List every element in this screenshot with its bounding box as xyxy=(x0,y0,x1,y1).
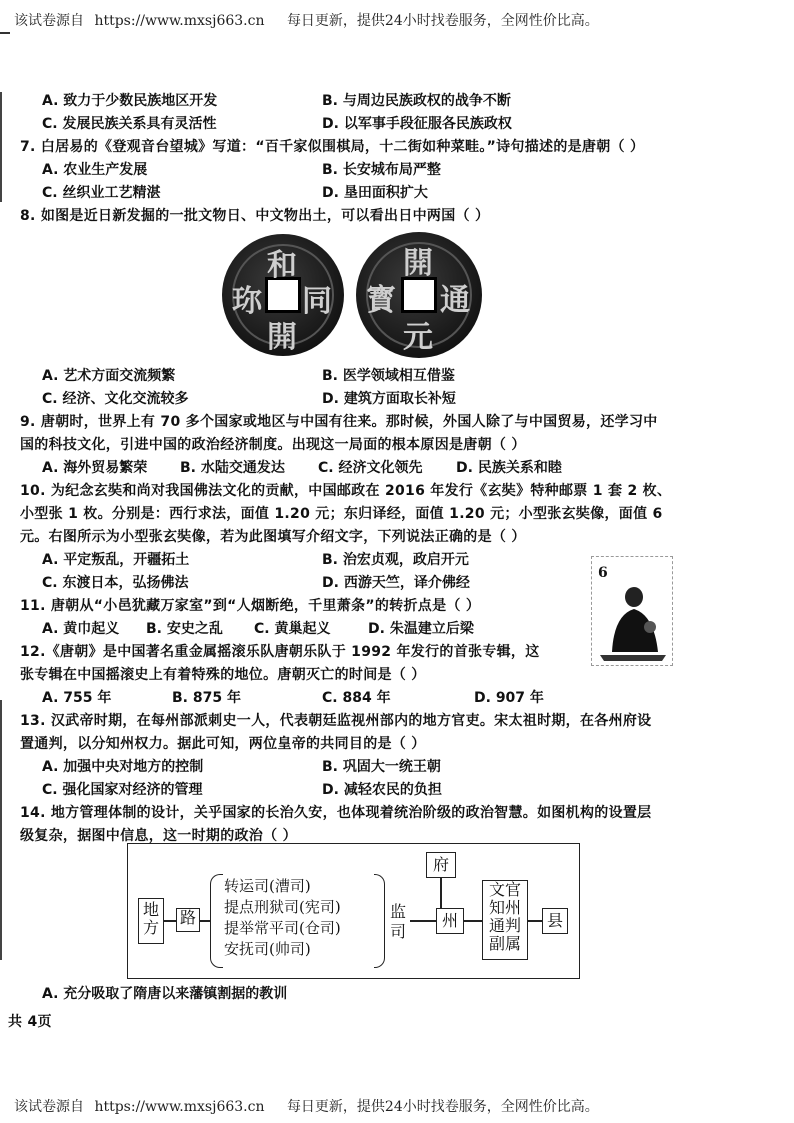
diagram-left-brace xyxy=(210,874,223,968)
q11-option-d[interactable]: D. 朱温建立后梁 xyxy=(368,621,474,637)
q8-option-b[interactable]: B. 医学领域相互借鉴 xyxy=(322,368,455,384)
coin-right-char-top: 開 xyxy=(403,246,433,281)
diagram-fu-label: 府 xyxy=(432,855,449,874)
header-margin-mark xyxy=(0,32,10,34)
q9-option-b[interactable]: B. 水陆交通发达 xyxy=(180,460,285,476)
q6-option-a[interactable]: A. 致力于少数民族地区开发 xyxy=(42,93,218,109)
coin-right-char-left: 寳 xyxy=(366,283,396,318)
q14-stem-line1: 14. 地方管理体制的设计，关乎国家的长治久安，也体现着统治阶级的政治智慧。如图机构的设置层 xyxy=(20,805,652,821)
footer-url-link[interactable]: https://www.mxsj663.cn xyxy=(94,1099,265,1115)
coin-left-char-top: 和 xyxy=(267,248,297,283)
diagram-offices-list xyxy=(224,876,380,964)
q10-stem-line1: 10. 为纪念玄奘和尚对我国佛法文化的贡献，中国邮政在 2016 年发行《玄奘》特种邮票 1 套 2 枚、 xyxy=(20,483,672,499)
coin-left-char-bottom: 開 xyxy=(267,320,297,355)
diagram-zhou-label: 州 xyxy=(441,911,458,930)
diagram-difang-label: 地方 xyxy=(143,900,160,937)
diagram-official-wenguan: 文官 xyxy=(488,880,521,899)
q6-option-b[interactable]: B. 与周边民族政权的战争不断 xyxy=(322,93,511,109)
diagram-fu-box xyxy=(426,852,456,878)
q13-stem-line2: 置通判，以分知州权力。据此可知，两位皇帝的共同目的是（ ） xyxy=(20,736,426,752)
diagram-difang-box xyxy=(138,898,164,944)
footer-right-text: 每日更新，提供24小时找卷服务，全网性价比高。 xyxy=(286,1099,599,1115)
header-left-text: 该试卷源自 xyxy=(14,13,84,29)
q7-option-d[interactable]: D. 垦田面积扩大 xyxy=(322,185,428,201)
song-admin-diagram xyxy=(127,843,580,979)
footer-source-label xyxy=(14,1096,599,1116)
q8-stem: 8. 如图是近日新发掘的一批文物日、中文物出土，可以看出日中两国（ ） xyxy=(20,208,490,224)
diagram-xian-box xyxy=(542,908,568,934)
q10-option-d[interactable]: D. 西游天竺，译介佛经 xyxy=(322,575,470,591)
q9-option-c[interactable]: C. 经济文化领先 xyxy=(318,460,423,476)
q13-option-b[interactable]: B. 巩固大一统王朝 xyxy=(322,759,441,775)
q10-option-a[interactable]: A. 平定叛乱，开疆拓土 xyxy=(42,552,190,568)
binding-mark xyxy=(0,700,2,960)
stamp-value-label: 6 xyxy=(598,565,608,581)
q7-option-b[interactable]: B. 长安城布局严整 xyxy=(322,162,441,178)
q13-option-c[interactable]: C. 强化国家对经济的管理 xyxy=(42,782,203,798)
coin-kaiyuan-tongbao-image xyxy=(356,232,482,358)
monk-figure-icon xyxy=(592,557,672,665)
binding-mark xyxy=(0,92,2,202)
diagram-officials-box xyxy=(482,880,528,960)
q12-option-b[interactable]: B. 875 年 xyxy=(172,690,241,706)
q8-option-d[interactable]: D. 建筑方面取长补短 xyxy=(322,391,456,407)
coin-right-char-right: 通 xyxy=(440,283,470,318)
q7-stem: 7. 白居易的《登观音台望城》写道：“百千家似围棋局，十二街如种菜畦。”诗句描述的是唐朝（ ） xyxy=(20,139,645,155)
q9-option-d[interactable]: D. 民族关系和睦 xyxy=(456,460,562,476)
coin-left-char-right: 同 xyxy=(302,284,332,319)
q10-option-c[interactable]: C. 东渡日本，弘扬佛法 xyxy=(42,575,189,591)
q10-stem-line3: 元。右图所示为小型张玄奘像，若为此图填写介绍文字，下列说法正确的是（ ） xyxy=(20,529,526,545)
q11-stem: 11. 唐朝从“小邑犹藏万家室”到“人烟断绝，千里萧条”的转折点是（ ） xyxy=(20,598,481,614)
q12-option-a[interactable]: A. 755 年 xyxy=(42,690,112,706)
q8-option-c[interactable]: C. 经济、文化交流较多 xyxy=(42,391,189,407)
q11-option-b[interactable]: B. 安史之乱 xyxy=(146,621,223,637)
diagram-jiansi-label: 监司 xyxy=(390,902,407,941)
diagram-office-anfu: 安抚司(帅司) xyxy=(224,940,311,958)
q11-option-c[interactable]: C. 黄巢起义 xyxy=(254,621,331,637)
q10-option-b[interactable]: B. 治宏贞观，政启开元 xyxy=(322,552,469,568)
q7-option-c[interactable]: C. 丝织业工艺精湛 xyxy=(42,185,161,201)
footer-left-text: 该试卷源自 xyxy=(14,1099,84,1115)
q12-option-d[interactable]: D. 907 年 xyxy=(474,690,544,706)
coin-wadokaichin-image xyxy=(222,234,344,356)
q12-stem-line2: 张专辑在中国摇滚史上有着特殊的地位。唐朝灭亡的时间是（ ） xyxy=(20,667,426,683)
q12-option-c[interactable]: C. 884 年 xyxy=(322,690,391,706)
coin-left-char-left: 珎 xyxy=(232,284,262,319)
header-right-text: 每日更新，提供24小时找卷服务，全网性价比高。 xyxy=(286,13,599,29)
q7-option-a[interactable]: A. 农业生产发展 xyxy=(42,162,148,178)
diagram-official-zhizhou: 知州 xyxy=(488,898,521,917)
q9-option-a[interactable]: A. 海外贸易繁荣 xyxy=(42,460,148,476)
header-source-label xyxy=(14,10,599,30)
page-total-label: 共 4页 xyxy=(8,1014,52,1030)
q13-option-d[interactable]: D. 减轻农民的负担 xyxy=(322,782,442,798)
q6-option-d[interactable]: D. 以军事手段征服各民族政权 xyxy=(322,116,512,132)
diagram-official-fushu: 副属 xyxy=(488,934,521,953)
q10-stem-line2: 小型张 1 枚。分别是：西行求法，面值 1.20 元；东归译经，面值 1.20 元；小型张玄奘像，面值 6 xyxy=(20,506,663,522)
q13-option-a[interactable]: A. 加强中央对地方的控制 xyxy=(42,759,204,775)
diagram-office-tijuchangping: 提举常平司(仓司) xyxy=(224,919,341,937)
diagram-office-tidianxingyu: 提点刑狱司(宪司) xyxy=(224,898,341,916)
header-url-link[interactable]: https://www.mxsj663.cn xyxy=(94,13,265,29)
q6-option-c[interactable]: C. 发展民族关系具有灵活性 xyxy=(42,116,217,132)
q12-stem-line1: 12.《唐朝》是中国著名重金属摇滚乐队唐朝乐队于 1992 年发行的首张专辑，这 xyxy=(20,644,540,660)
diagram-official-tongpan: 通判 xyxy=(488,916,521,935)
diagram-right-brace xyxy=(374,874,385,968)
diagram-lu-box xyxy=(176,908,200,932)
q11-option-a[interactable]: A. 黄巾起义 xyxy=(42,621,120,637)
q13-stem-line1: 13. 汉武帝时期，在每州部派刺史一人，代表朝廷监视州部内的地方官吏。宋太祖时期，在各州府设 xyxy=(20,713,652,729)
q9-stem-line1: 9. 唐朝时，世界上有 70 多个国家或地区与中国有往来。那时候，外国人除了与中国贸易，还学习中 xyxy=(20,414,658,430)
coin-right-char-bottom: 元 xyxy=(403,320,433,355)
diagram-zhou-box xyxy=(436,908,464,934)
q8-option-a[interactable]: A. 艺术方面交流频繁 xyxy=(42,368,176,384)
q14-stem-line2: 级复杂，据图中信息，这一时期的政治（ ） xyxy=(20,828,297,844)
q9-stem-line2: 国的科技文化，引进中国的政治经济制度。出现这一局面的根本原因是唐朝（ ） xyxy=(20,437,526,453)
diagram-lu-label: 路 xyxy=(179,908,196,927)
xuanzang-stamp-image xyxy=(591,556,673,666)
diagram-xian-label: 县 xyxy=(546,911,563,930)
diagram-office-zhuanyun: 转运司(漕司) xyxy=(224,877,311,895)
q14-option-a[interactable]: A. 充分吸取了隋唐以来藩镇割据的教训 xyxy=(42,986,288,1002)
